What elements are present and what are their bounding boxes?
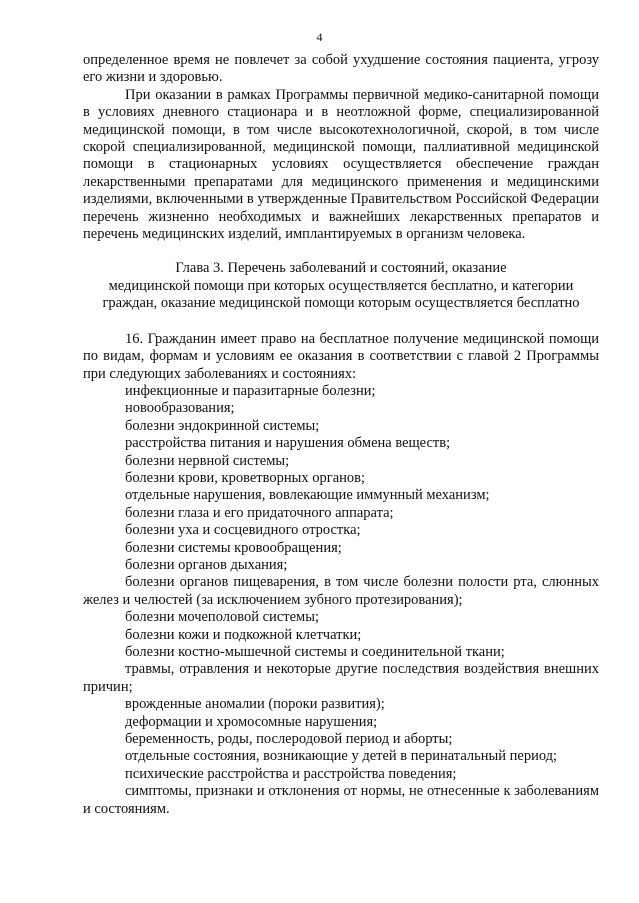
provision-paragraph: При оказании в рамках Программы первичной медико-санитарной помощи в условиях дневного стационара и в неотложной форме, специализированной медицинской помощи, в том числе высокотехнологичной, скорой, в том числе скорой специализированной, медицинской помощи, паллиативной медицинской помощи в стационарных условиях осуществляется обеспечение граждан лекарственными препаратами для медицинского применения и медицинскими изделиями, включенными в утвержденные Правительством Российской Федерации перечень жизненно необходимых и важнейших лекарственных препаратов и перечень медицинских изделий, имплантируемых в организм человека. (83, 86, 599, 243)
list-item: инфекционные и паразитарные болезни; (125, 382, 376, 399)
list-item: болезни глаза и его придаточного аппарата; (125, 504, 394, 521)
list-item: болезни эндокринной системы; (125, 417, 320, 434)
list-item: врожденные аномалии (пороки развития); (125, 696, 385, 713)
list-item: психические расстройства и расстройства поведения; (125, 765, 457, 782)
chapter-heading (83, 260, 599, 312)
list-item: болезни костно-мышечной системы и соединительной ткани; (125, 644, 505, 660)
list-item: симптомы, признаки и отклонения от нормы, не отнесенные к заболеваниям и состояниям. (83, 783, 599, 817)
list-item: болезни системы кровообращения; (125, 539, 342, 556)
list-item: отдельные нарушения, вовлекающие иммунный механизм; (125, 487, 490, 504)
list-item: болезни органов пищеварения, в том числе болезни полости рта, слюнных желез и челюстей (за исключением зубного протезирования); (83, 574, 599, 608)
list-item: деформации и хромосомные нарушения; (125, 713, 378, 730)
conditions-list (83, 383, 599, 818)
chapter-heading-line-2: медицинской помощи при которых осуществляется бесплатно, и категории (108, 277, 574, 294)
continuation-paragraph: определенное время не повлечет за собой ухудшение состояния пациента, угрозу его жизни и здоровью. (83, 52, 599, 86)
document-body (83, 52, 599, 818)
list-item: травмы, отравления и некоторые другие последствия воздействия внешних причин; (83, 661, 599, 695)
list-item: отдельные состояния, возникающие у детей в перинатальный период; (125, 748, 558, 765)
paragraph-16: 16. Гражданин имеет право на бесплатное получение медицинской помощи по видам, формам и условиям ее оказания в соответствии с главой 2 Программы при следующих заболеваниях и состояниях: (83, 330, 599, 382)
list-item: расстройства питания и нарушения обмена веществ; (125, 435, 451, 452)
list-item: болезни уха и сосцевидного отростка; (125, 522, 361, 539)
list-item: болезни нервной системы; (125, 452, 290, 469)
page-number: 4 (316, 30, 323, 44)
list-item: болезни мочеполовой системы; (125, 609, 319, 626)
chapter-heading-line-1: Глава 3. Перечень заболеваний и состояний, оказание (175, 260, 507, 277)
list-item: болезни кожи и подкожной клетчатки; (125, 626, 362, 643)
list-item: болезни органов дыхания; (125, 556, 288, 573)
list-item: новообразования; (125, 400, 235, 417)
list-item: болезни крови, кроветворных органов; (125, 469, 366, 486)
chapter-heading-line-3: граждан, оказание медицинской помощи которым осуществляется бесплатно (102, 295, 580, 312)
list-item: беременность, роды, послеродовой период и аборты; (125, 731, 453, 748)
